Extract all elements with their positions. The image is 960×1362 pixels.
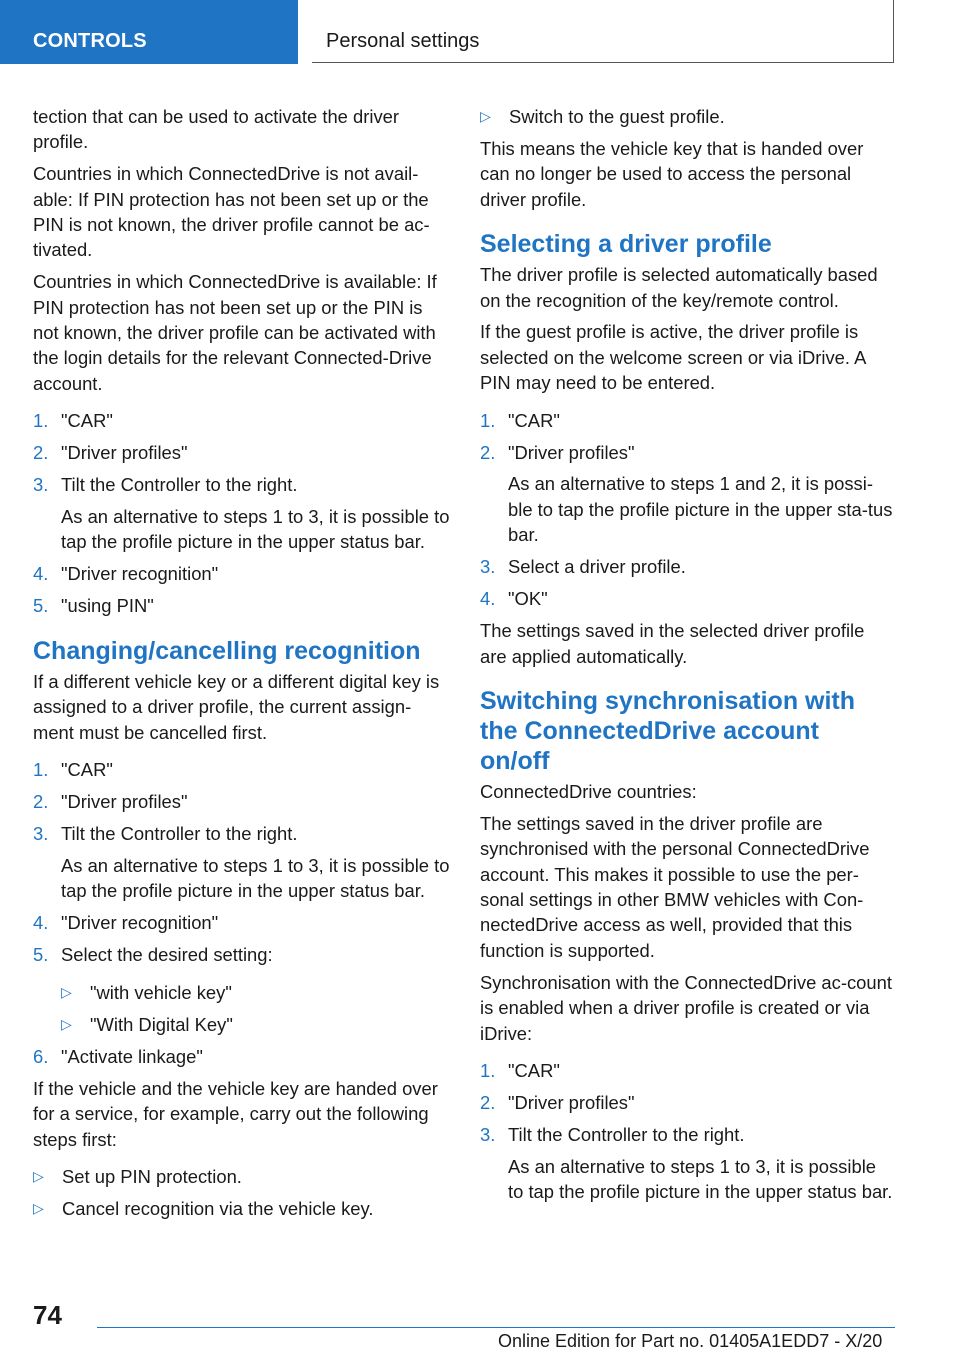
steps-list: [480, 408, 894, 612]
list-item: 5. "using PIN": [33, 595, 154, 617]
triangle-bullet-icon: ▷: [480, 108, 491, 124]
list-item: 2. "Driver profiles": [33, 791, 188, 813]
bullet-list: [480, 104, 894, 129]
paragraph: ConnectedDrive countries:: [480, 781, 697, 803]
step-note: As an alternative to steps 1 to 3, it is possible to tap the profile picture in the upper status bar.: [61, 854, 450, 902]
steps-list: [33, 757, 451, 1069]
list-item: 1. "CAR": [480, 1059, 560, 1081]
list-item: 2. "Driver profiles" As an alternative to steps 1 and 2, it is possi-ble to tap the profile picture in the upper sta-tus bar.: [480, 440, 894, 548]
paragraph: If the guest profile is active, the driver profile is selected on the welcome screen or via iDrive. A PIN may need to be entered.: [480, 321, 866, 394]
list-item: 1. "CAR": [33, 410, 113, 432]
step-note: As an alternative to steps 1 to 3, it is possible to tap the profile picture in the upper status bar.: [61, 506, 450, 553]
section-heading: Changing/cancelling recognition: [33, 636, 421, 665]
paragraph: The settings saved in the selected driver profile are applied automatically.: [480, 620, 865, 667]
header-section-tab: [0, 0, 298, 64]
list-item: 3. Tilt the Controller to the right. As an alternative to steps 1 to 3, it is possible to tap the profile picture in the upper status bar.: [33, 821, 451, 904]
paragraph: tection that can be used to activate the driver profile.: [33, 106, 399, 153]
footer-divider: [97, 1327, 895, 1328]
list-item: 2. "Driver profiles": [33, 442, 188, 464]
bullet-item: ▷ "With Digital Key": [61, 1012, 451, 1037]
paragraph: Countries in which ConnectedDrive is not avail-able: If PIN protection has not been set up or the PIN is not known, the driver profile cannot be ac-tivated.: [33, 163, 430, 261]
list-item: 3. Select a driver profile.: [480, 556, 686, 578]
bullet-item: ▷ "with vehicle key": [61, 980, 451, 1005]
paragraph: If the vehicle and the vehicle key are handed over for a service, for example, carry out the following steps first:: [33, 1077, 438, 1150]
paragraph: If a different vehicle key or a different digital key is assigned to a driver profile, the current assign-ment must be cancelled first.: [33, 670, 440, 743]
left-column: [33, 104, 451, 1228]
header-title: Personal settings: [326, 30, 480, 52]
list-item: 2. "Driver profiles": [480, 1091, 635, 1113]
paragraph: The settings saved in the driver profile are synchronised with the personal ConnectedDrive account. This makes it possible to use the per-sonal settings in other BMW vehicles with Con-nectedDrive access as well, provided that this function is supported.: [480, 812, 870, 961]
header-section-label: CONTROLS: [33, 30, 147, 52]
triangle-bullet-icon: ▷: [33, 1167, 44, 1184]
right-column: [480, 104, 894, 1211]
section-heading: Switching synchronisation with the ConnectedDrive account on/off: [480, 687, 856, 776]
list-item: 3. Tilt the Controller to the right. As an alternative to steps 1 to 3, it is possible to tap the profile picture in the upper status bar.: [33, 472, 451, 555]
steps-list: [480, 1058, 894, 1205]
list-item: 1. "CAR": [33, 759, 113, 781]
bullet-item: ▷ Set up PIN protection.: [33, 1164, 451, 1189]
bullet-item: ▷ Switch to the guest profile.: [480, 104, 894, 129]
paragraph: Synchronisation with the ConnectedDrive ac-count is enabled when a driver profile is created or via iDrive:: [480, 971, 892, 1044]
list-item: 1. "CAR": [480, 409, 560, 431]
paragraph: Countries in which ConnectedDrive is available: If PIN protection has not been set up or the PIN is not known, the driver profile can be activated with the login details for the relevant Connected-Drive account.: [33, 271, 437, 394]
list-item: 4. "Driver recognition": [33, 563, 219, 585]
list-item: 3. Tilt the Controller to the right. As an alternative to steps 1 to 3, it is possible to tap the profile picture in the upper status bar.: [480, 1122, 894, 1205]
bullet-list: [33, 1164, 451, 1221]
triangle-bullet-icon: ▷: [61, 983, 72, 1000]
footer-edition: Online Edition for Part no. 01405A1EDD7 - X/20: [498, 1331, 883, 1351]
paragraph: This means the vehicle key that is handed over can no longer be used to access the personal driver profile.: [480, 138, 864, 210]
triangle-bullet-icon: ▷: [61, 1015, 72, 1032]
step-note: As an alternative to steps 1 to 3, it is possible to tap the profile picture in the upper status bar.: [508, 1155, 893, 1203]
list-item: 6. "Activate linkage": [33, 1045, 203, 1067]
section-heading: Selecting a driver profile: [480, 230, 772, 259]
header-title-box: [312, 0, 894, 63]
list-item: 4. "Driver recognition": [33, 912, 219, 934]
steps-list: [33, 408, 451, 619]
triangle-bullet-icon: ▷: [33, 1199, 44, 1216]
list-item: 5. Select the desired setting: ▷ "with vehicle key" ▷ "With Digital Key": [33, 942, 451, 1037]
page-number: 74: [33, 1300, 62, 1330]
paragraph: The driver profile is selected automatically based on the recognition of the key/remote control.: [480, 264, 878, 311]
step-note: As an alternative to steps 1 and 2, it is possi-ble to tap the profile picture in the upper sta-tus bar.: [508, 473, 893, 546]
bullet-item: ▷ Cancel recognition via the vehicle key.: [33, 1196, 451, 1221]
sub-bullets: [61, 980, 451, 1037]
list-item: 4. "OK": [480, 588, 548, 610]
